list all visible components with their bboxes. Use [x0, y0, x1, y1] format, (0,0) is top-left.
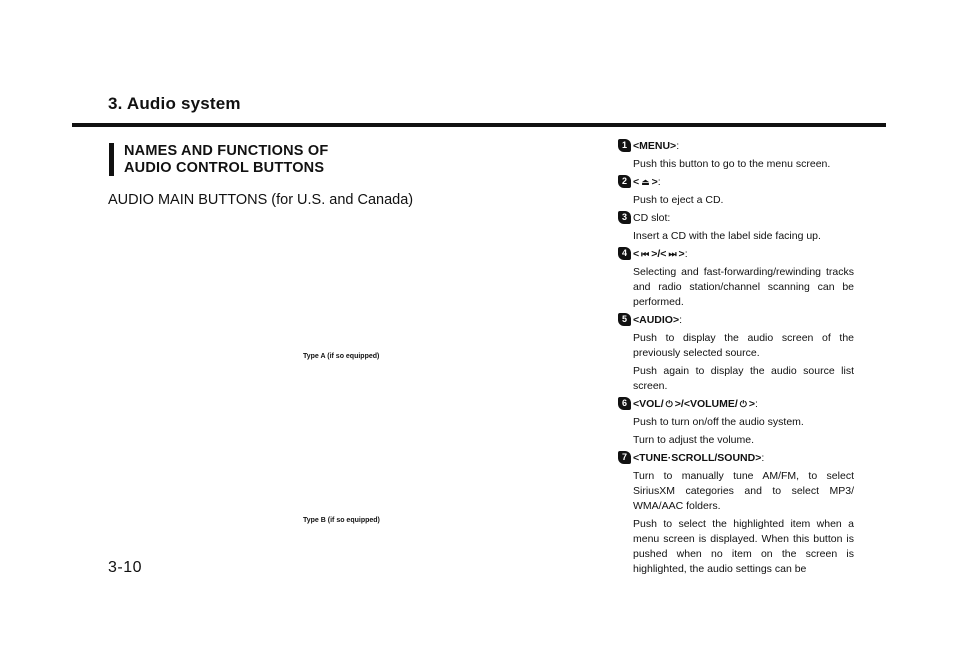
term-suffix: :: [755, 398, 758, 410]
item-description: Push this button to go to the menu screen.: [633, 158, 831, 170]
section-heading-line2: AUDIO CONTROL BUTTONS: [124, 160, 325, 176]
term-mid: >/<: [651, 248, 667, 260]
list-item: [618, 211, 854, 244]
item-term: [633, 313, 854, 328]
item-description: Push to turn on/off the audio system.: [633, 416, 804, 428]
item-term: CD slot:: [633, 212, 671, 224]
item-description: Push to eject a CD.: [633, 194, 724, 206]
item-term: [633, 139, 854, 154]
list-item: [618, 247, 854, 310]
list-item: [618, 397, 854, 448]
term-text: <AUDIO>: [633, 314, 680, 326]
item-number-badge: 5: [618, 313, 631, 326]
term-suffix: :: [684, 248, 688, 260]
term-suffix: :: [679, 314, 683, 326]
item-term: [633, 247, 854, 262]
item-description: Turn to manually tune AM/FM, to select SiriusXM categories and to select MP3/ WMA/AAC folders.: [633, 470, 854, 512]
item-description: Selecting and fast-forwarding/rewinding tracks and radio station/channel scanning can be performed.: [633, 266, 854, 308]
item-number-badge: 6: [618, 397, 631, 410]
page-number: 3-10: [108, 559, 143, 576]
term-suffix: :: [761, 452, 765, 464]
item-number-badge: 2: [618, 175, 631, 188]
item-number-badge: 7: [618, 451, 631, 464]
chapter-title: 3. Audio system: [108, 94, 241, 113]
term-close: >: [651, 176, 658, 188]
list-item: [618, 175, 854, 208]
skip-forward-icon: ⏭: [668, 249, 677, 259]
section-heading: [124, 143, 328, 177]
term-suffix: :: [676, 140, 680, 152]
term-mid: >/<VOLUME/: [674, 398, 738, 410]
item-number-badge: 4: [618, 247, 631, 260]
term-open: <: [633, 176, 640, 188]
term-suffix: :: [657, 176, 661, 188]
eject-icon: ⏏: [641, 177, 650, 187]
power-icon: ⏻: [739, 399, 747, 409]
section-bar: [109, 143, 114, 176]
list-item: [618, 451, 854, 577]
figure-caption-type-a: Type A (if so equipped): [303, 353, 380, 360]
item-description: Turn to adjust the volume.: [633, 434, 755, 446]
header-rule: [72, 123, 886, 127]
item-description: Push to display the audio screen of the previously selected source.: [633, 332, 854, 359]
item-term: [633, 451, 854, 466]
item-term: [633, 397, 854, 412]
item-description: Push to select the highlighted item when a menu screen is displayed. When this button is pushed when no item on the screen is highlighted, the audio settings can be: [633, 518, 854, 575]
term-close: >: [748, 398, 756, 410]
term-open: <: [633, 248, 640, 260]
list-item: [618, 139, 854, 172]
power-icon: ⏻: [665, 399, 673, 409]
item-description: Insert a CD with the label side facing up.: [633, 230, 821, 242]
list-item: [618, 313, 854, 394]
term-open: <VOL/: [633, 398, 664, 410]
item-list: [618, 139, 854, 580]
figure-caption-type-b: Type B (if so equipped): [303, 517, 380, 524]
subheading: AUDIO MAIN BUTTONS (for U.S. and Canada): [108, 192, 414, 208]
item-number-badge: 3: [618, 211, 631, 224]
item-description: Push again to display the audio source list screen.: [633, 365, 854, 392]
term-close: >: [678, 248, 685, 260]
skip-back-icon: ⏮: [641, 249, 650, 259]
section-heading-line1: NAMES AND FUNCTIONS OF: [124, 143, 329, 159]
term-text: <TUNE·SCROLL/SOUND>: [633, 452, 762, 464]
item-term: [633, 175, 854, 190]
item-number-badge: 1: [618, 139, 631, 152]
term-text: <MENU>: [633, 140, 677, 152]
